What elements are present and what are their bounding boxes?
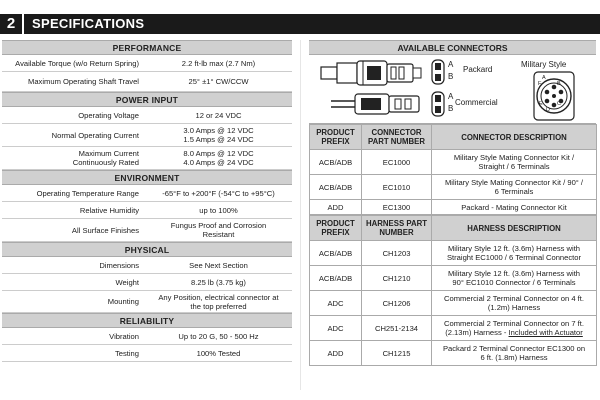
spec-label: Vibration [109, 331, 139, 341]
prefix-cell: ACB/ADB [310, 266, 362, 291]
spec-row [2, 72, 292, 92]
description-line: 6 Terminals [494, 187, 534, 196]
packard-pin-face-icon [431, 59, 445, 85]
spec-label: Normal Operating Current [51, 130, 139, 140]
harness-table-header [310, 216, 597, 241]
pin-label-b: B [448, 104, 454, 113]
spec-row [2, 219, 292, 242]
spec-value: Up to 20 G, 50 - 500 Hz [178, 331, 259, 341]
column-header: HARNESS DESCRIPTION [432, 216, 597, 241]
description-line: Military Style 12 ft. (3.6m) Harness with [447, 244, 581, 253]
commercial-pin-face-icon [431, 91, 445, 117]
spec-row [2, 345, 292, 362]
connector-table [309, 124, 597, 215]
spec-value [145, 149, 292, 167]
table-row [310, 291, 597, 316]
spec-value [145, 221, 292, 239]
military-pin-d: D [546, 107, 550, 113]
description-cell [432, 316, 597, 341]
prefix-cell: ACB/ADB [310, 175, 362, 200]
column-header: HARNESS PART NUMBER [362, 216, 432, 241]
included-with-actuator-note: Included with Actuator [508, 328, 583, 337]
spec-value-line: 8.0 Amps @ 12 VDC [183, 149, 254, 158]
spec-label: Maximum Operating Shaft Travel [28, 77, 139, 86]
spec-label: Relative Humidity [79, 205, 139, 215]
prefix-cell: ADC [310, 316, 362, 341]
reliability-heading: RELIABILITY [2, 313, 292, 328]
military-pin-a: A [542, 75, 546, 81]
spec-label-line: Maximum Current [78, 149, 139, 158]
spec-value-line: 1.5 Amps @ 24 VDC [183, 135, 254, 144]
table-row [310, 341, 597, 366]
description-line: 6 ft. (1.8m) Harness [480, 353, 548, 362]
column-header: PRODUCT PREFIX [310, 216, 362, 241]
section-number: 2 [0, 14, 24, 34]
military-pin-e: E [539, 101, 543, 107]
spec-value: 100% Tested [196, 348, 241, 358]
spec-label: Operating Temperature Range [36, 188, 139, 198]
spec-row [2, 185, 292, 202]
description-line: Commercial 2 Terminal Connector on 4 ft. [444, 294, 584, 303]
spec-row [2, 291, 292, 313]
description-line: Packard 2 Terminal Connector EC1300 on [442, 344, 586, 353]
description-line [435, 328, 593, 337]
spec-label: Testing [114, 348, 139, 358]
prefix-cell: ACB/ADB [310, 241, 362, 266]
spec-value-line: Resistant [202, 230, 235, 239]
part-number-cell: CH1203 [362, 241, 432, 266]
table-row [310, 266, 597, 291]
prefix-cell: ADD [310, 200, 362, 215]
spec-row [2, 274, 292, 291]
top-bar [0, 0, 600, 14]
column-header: CONNECTOR PART NUMBER [362, 125, 432, 150]
spec-label-line: Continuously Rated [72, 158, 139, 167]
connectors-panel [309, 40, 596, 366]
spec-label: Mounting [107, 297, 139, 306]
spec-label: Operating Voltage [78, 110, 139, 120]
part-number-cell: CH251-2134 [362, 316, 432, 341]
spec-value [145, 126, 292, 144]
pin-label-a: A [448, 92, 454, 101]
description-cell [432, 341, 597, 366]
spec-row [2, 257, 292, 274]
harness-table [309, 215, 597, 366]
military-pin-f: F [538, 81, 542, 87]
spec-value-line: 4.0 Amps @ 24 VDC [183, 158, 254, 167]
part-number-cell: EC1000 [362, 150, 432, 175]
spec-label: Weight [115, 277, 139, 287]
description-cell [432, 266, 597, 291]
description-text: (2.13m) Harness - [445, 328, 509, 337]
description-line: (1.2m) Harness [487, 303, 541, 312]
packard-connector-icon [319, 59, 431, 87]
available-connectors-heading: AVAILABLE CONNECTORS [309, 40, 596, 55]
spec-value: 25° ±1° CW/CCW [188, 77, 249, 86]
spec-value: 12 or 24 VDC [195, 110, 242, 120]
description-line: Straight / 6 Terminals [478, 162, 550, 171]
part-number-cell: CH1206 [362, 291, 432, 316]
spec-value-line: the top preferred [190, 301, 247, 311]
performance-heading: PERFORMANCE [2, 40, 292, 55]
military-connector-icon [533, 71, 575, 121]
spec-label [2, 149, 145, 167]
spec-row [2, 55, 292, 72]
packard-label: Packard [463, 65, 493, 74]
column-header: CONNECTOR DESCRIPTION [432, 125, 597, 150]
prefix-cell: ACB/ADB [310, 150, 362, 175]
prefix-cell: ADC [310, 291, 362, 316]
spec-row [2, 107, 292, 124]
section-header [0, 14, 600, 34]
spec-row [2, 124, 292, 147]
spec-value: See Next Section [189, 260, 248, 270]
spec-label: All Surface Finishes [71, 225, 139, 235]
section-title: SPECIFICATIONS [32, 16, 145, 31]
spec-value-line: 3.0 Amps @ 12 VDC [183, 126, 254, 135]
table-row [310, 241, 597, 266]
description-cell [432, 291, 597, 316]
prefix-cell: ADD [310, 341, 362, 366]
spec-label: Dimensions [99, 260, 139, 270]
spec-value [145, 293, 292, 311]
part-number-cell: EC1010 [362, 175, 432, 200]
connector-table-header [310, 125, 597, 150]
table-row [310, 200, 597, 215]
spec-value-line: Any Position, electrical connector at [158, 292, 279, 302]
description-cell: Packard - Mating Connector Kit [432, 200, 597, 215]
spec-value: up to 100% [199, 205, 238, 215]
pin-label-b: B [448, 72, 454, 81]
column-header: PRODUCT PREFIX [310, 125, 362, 150]
spec-value: 2.2 ft-lb max (2.7 Nm) [181, 58, 256, 68]
power-input-heading: POWER INPUT [2, 92, 292, 107]
description-cell [432, 241, 597, 266]
pin-label-a: A [448, 60, 454, 69]
environment-heading: ENVIRONMENT [2, 170, 292, 185]
description-line: Commercial 2 Terminal Connector on 7 ft. [444, 319, 584, 328]
physical-heading: PHYSICAL [2, 242, 292, 257]
table-row [310, 175, 597, 200]
military-pin-c: C [557, 101, 561, 107]
commercial-label: Commercial [455, 98, 498, 107]
spec-value: -65°F to +200°F (-54°C to +95°C) [162, 188, 275, 198]
description-line: Military Style Mating Connector Kit / 90° / [444, 178, 584, 187]
description-cell [432, 175, 597, 200]
spec-row [2, 328, 292, 345]
spec-value-line: Fungus Proof and Corrosion [170, 221, 267, 230]
column-divider [300, 40, 301, 390]
table-row [310, 316, 597, 341]
table-row [310, 150, 597, 175]
military-style-label: Military Style [521, 60, 567, 69]
description-line: 90° EC1010 Connector / 6 Terminals [452, 278, 576, 287]
description-cell [432, 150, 597, 175]
specifications-table [2, 40, 292, 362]
connector-illustration [309, 55, 596, 124]
commercial-connector-icon [331, 91, 431, 117]
part-number-cell: CH1215 [362, 341, 432, 366]
spec-label: Available Torque (w/o Return Spring) [15, 58, 139, 68]
part-number-cell: CH1210 [362, 266, 432, 291]
description-line: Military Style Mating Connector Kit / [453, 153, 575, 162]
description-line: Straight EC1000 / 6 Terminal Connector [446, 253, 582, 262]
description-line: Military Style 12 ft. (3.6m) Harness with [447, 269, 581, 278]
spec-row [2, 147, 292, 170]
spec-row [2, 202, 292, 219]
military-pin-b: B [557, 81, 561, 87]
part-number-cell: EC1300 [362, 200, 432, 215]
spec-value: 8.25 lb (3.75 kg) [191, 277, 246, 287]
